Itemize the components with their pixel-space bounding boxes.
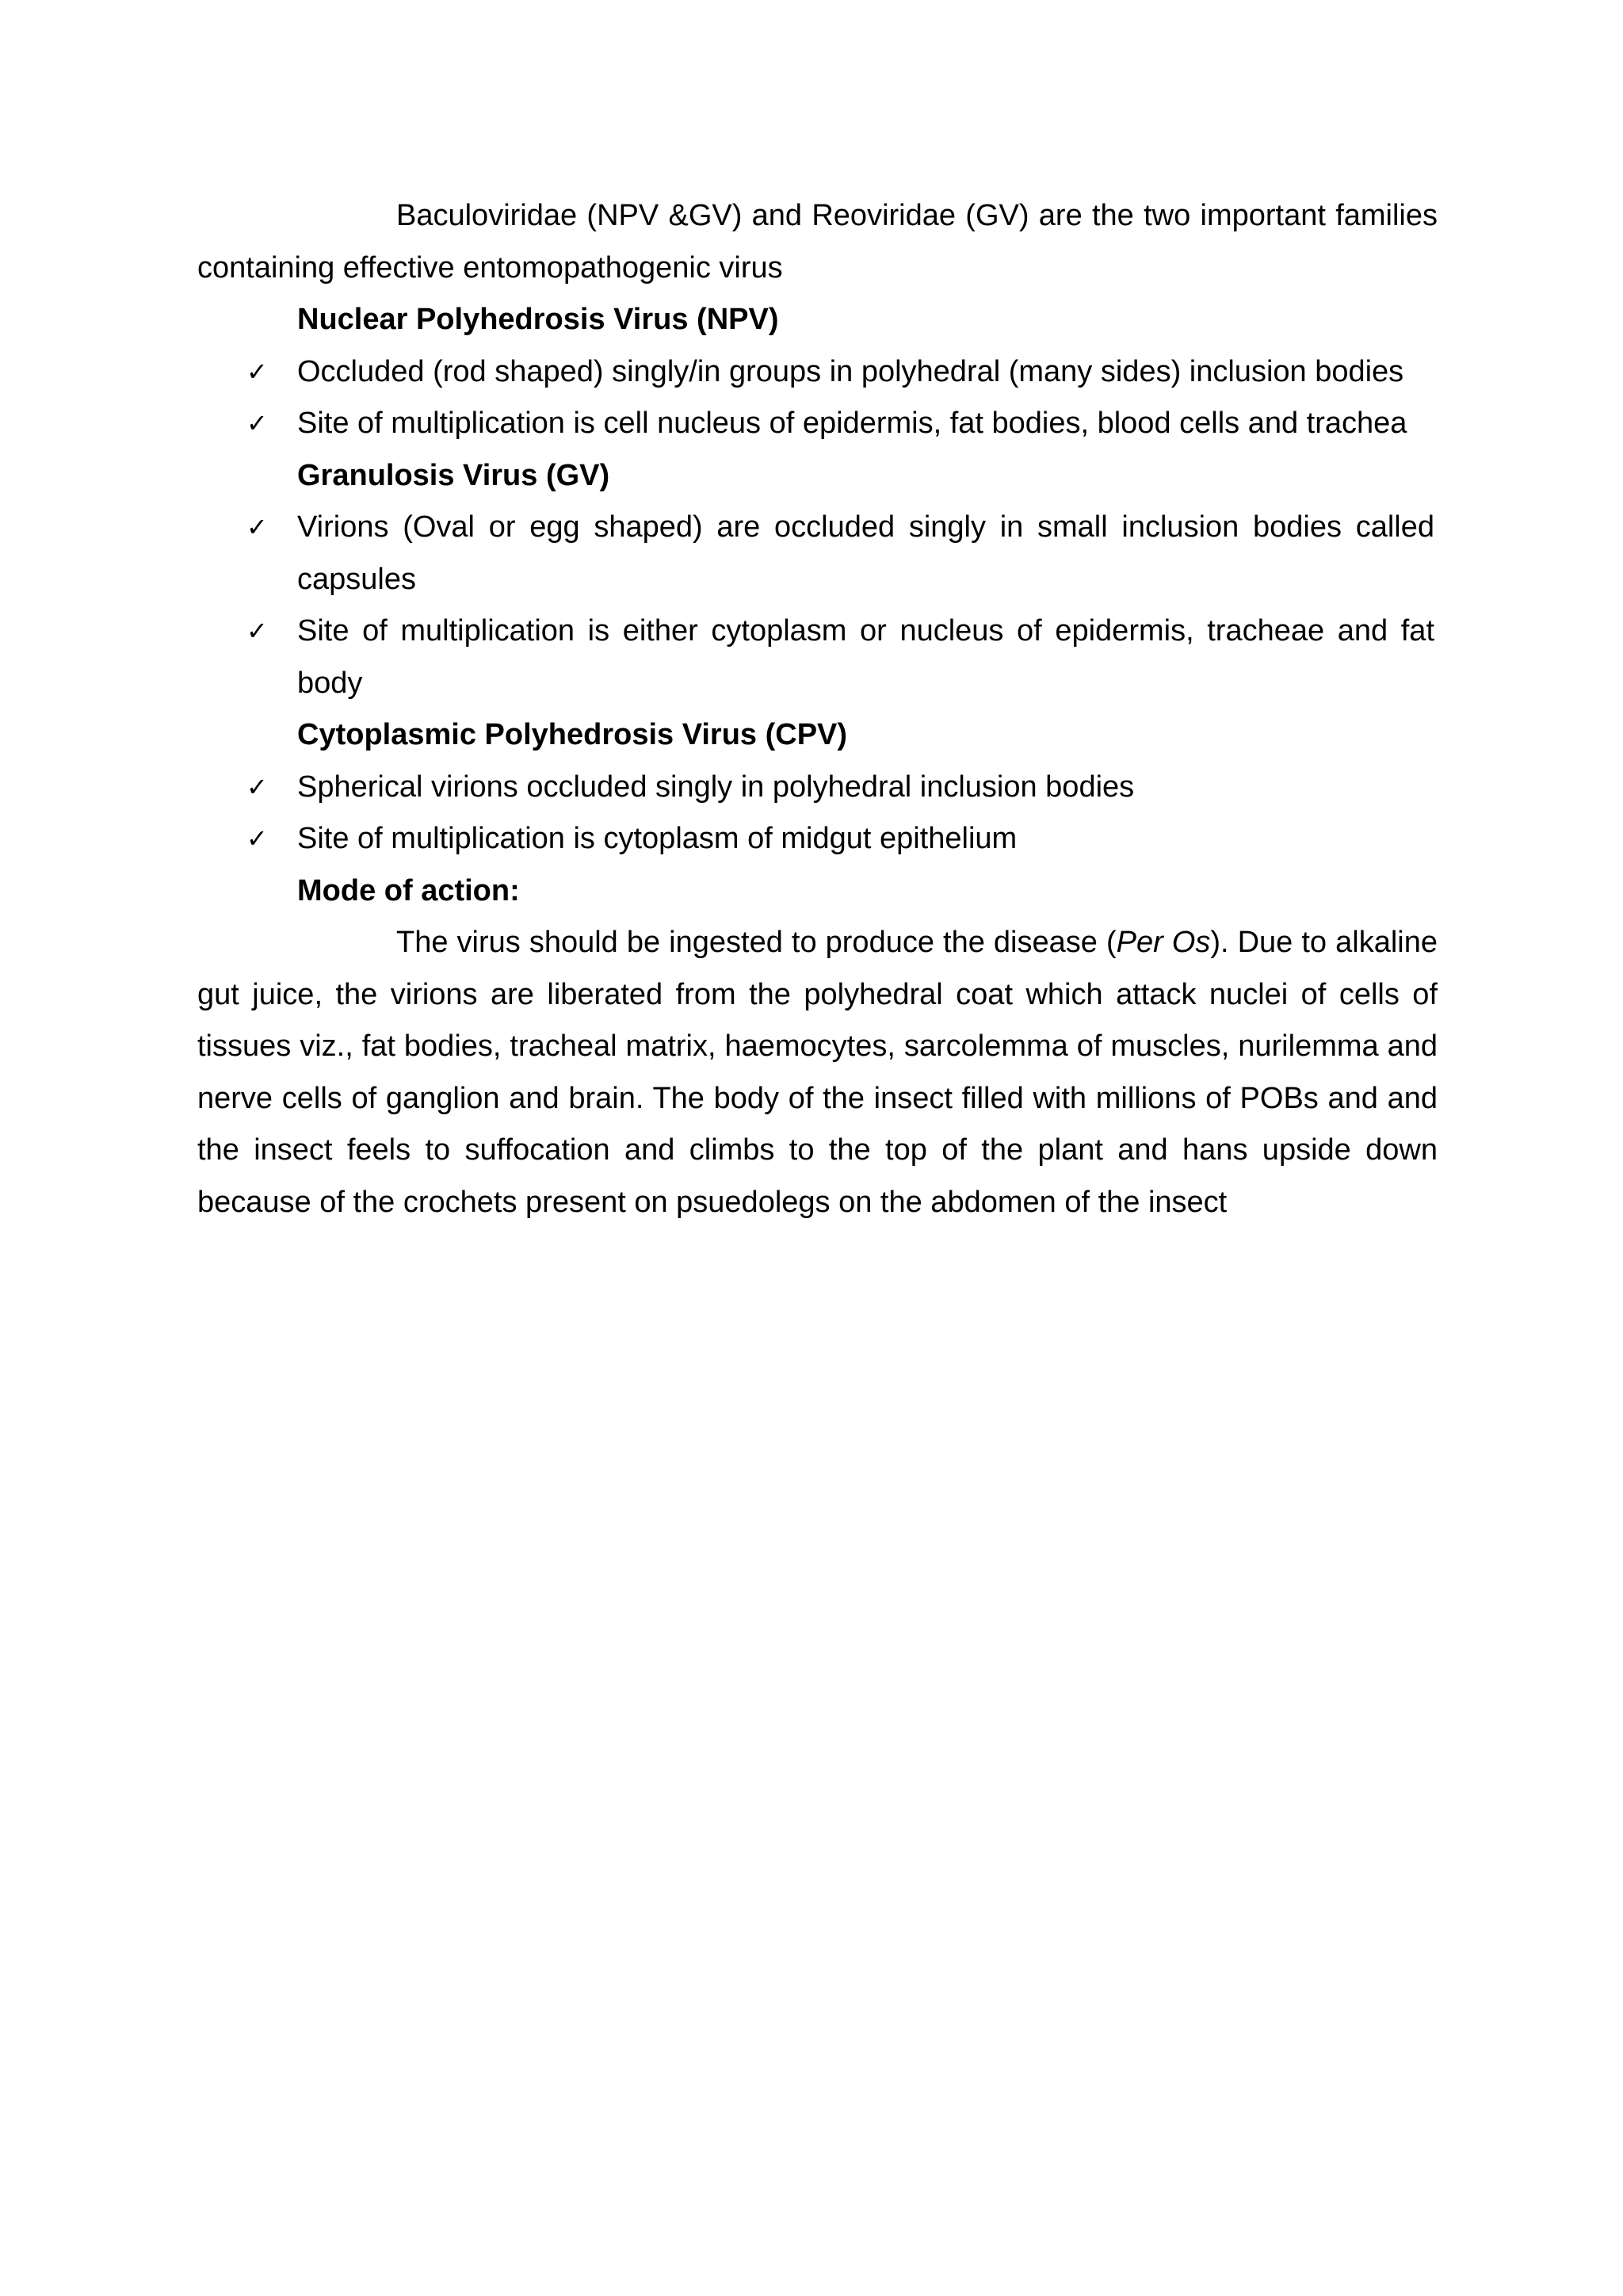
check-mark-icon: ✓ [246,823,268,854]
bullet-list [197,346,1438,450]
section-mode-of-action [197,865,1438,1229]
list-item [197,762,1438,814]
paragraph-text: The virus should be ingested to produce the disease ( [396,926,1117,959]
section-heading: Mode of action: [297,873,520,907]
list-item [197,346,1438,399]
list-item [197,398,1438,450]
list-item [197,813,1438,865]
italic-term: Per Os [1116,926,1211,959]
section-gv [197,450,1438,710]
bullet-list [197,762,1438,865]
list-item [197,502,1438,606]
section-heading: Granulosis Virus (GV) [297,458,610,492]
check-mark-icon: ✓ [246,356,268,387]
check-mark-icon: ✓ [246,771,268,802]
bullet-list [197,502,1438,709]
check-mark-icon: ✓ [246,616,268,646]
check-mark-icon: ✓ [246,512,268,542]
list-item [197,606,1438,709]
section-npv [197,294,1438,450]
document-body [197,190,1438,1228]
mode-of-action-paragraph [197,917,1438,1228]
intro-paragraph: Baculoviridae (NPV &GV) and Reoviridae (GV) are the two important families containing effective entomopathogenic virus [197,199,1438,285]
list-item-text: Occluded (rod shaped) singly/in groups in polyhedral (many sides) inclusion bodies [297,354,1404,388]
check-mark-icon: ✓ [246,408,268,438]
list-item-text: Site of multiplication is cytoplasm of midgut epithelium [297,822,1018,855]
list-item-text: Site of multiplication is either cytoplasm or nucleus of epidermis, tracheae and fat body [297,614,1434,700]
section-heading: Nuclear Polyhedrosis Virus (NPV) [297,303,779,336]
section-heading: Cytoplasmic Polyhedrosis Virus (CPV) [297,718,848,751]
list-item-text: Virions (Oval or egg shaped) are occluded singly in small inclusion bodies called capsules [297,510,1434,596]
section-cpv [197,709,1438,865]
list-item-text: Site of multiplication is cell nucleus of epidermis, fat bodies, blood cells and trachea [297,407,1407,440]
paragraph-text: ). Due to alkaline gut juice, the virions are liberated from the polyhedral coat which attack nuclei of cells of tissues viz., fat bodies, tracheal matrix, haemocytes, sarcolemma of muscles, nurilemma and nerve cells of ganglion and brain. The body of the insect filled with millions of POBs and and the insect feels to suffocation and climbs to the top of the plant and hans upside down because of the crochets present on psuedolegs on the abdomen of the insect [197,926,1438,1219]
list-item-text: Spherical virions occluded singly in polyhedral inclusion bodies [297,770,1135,804]
